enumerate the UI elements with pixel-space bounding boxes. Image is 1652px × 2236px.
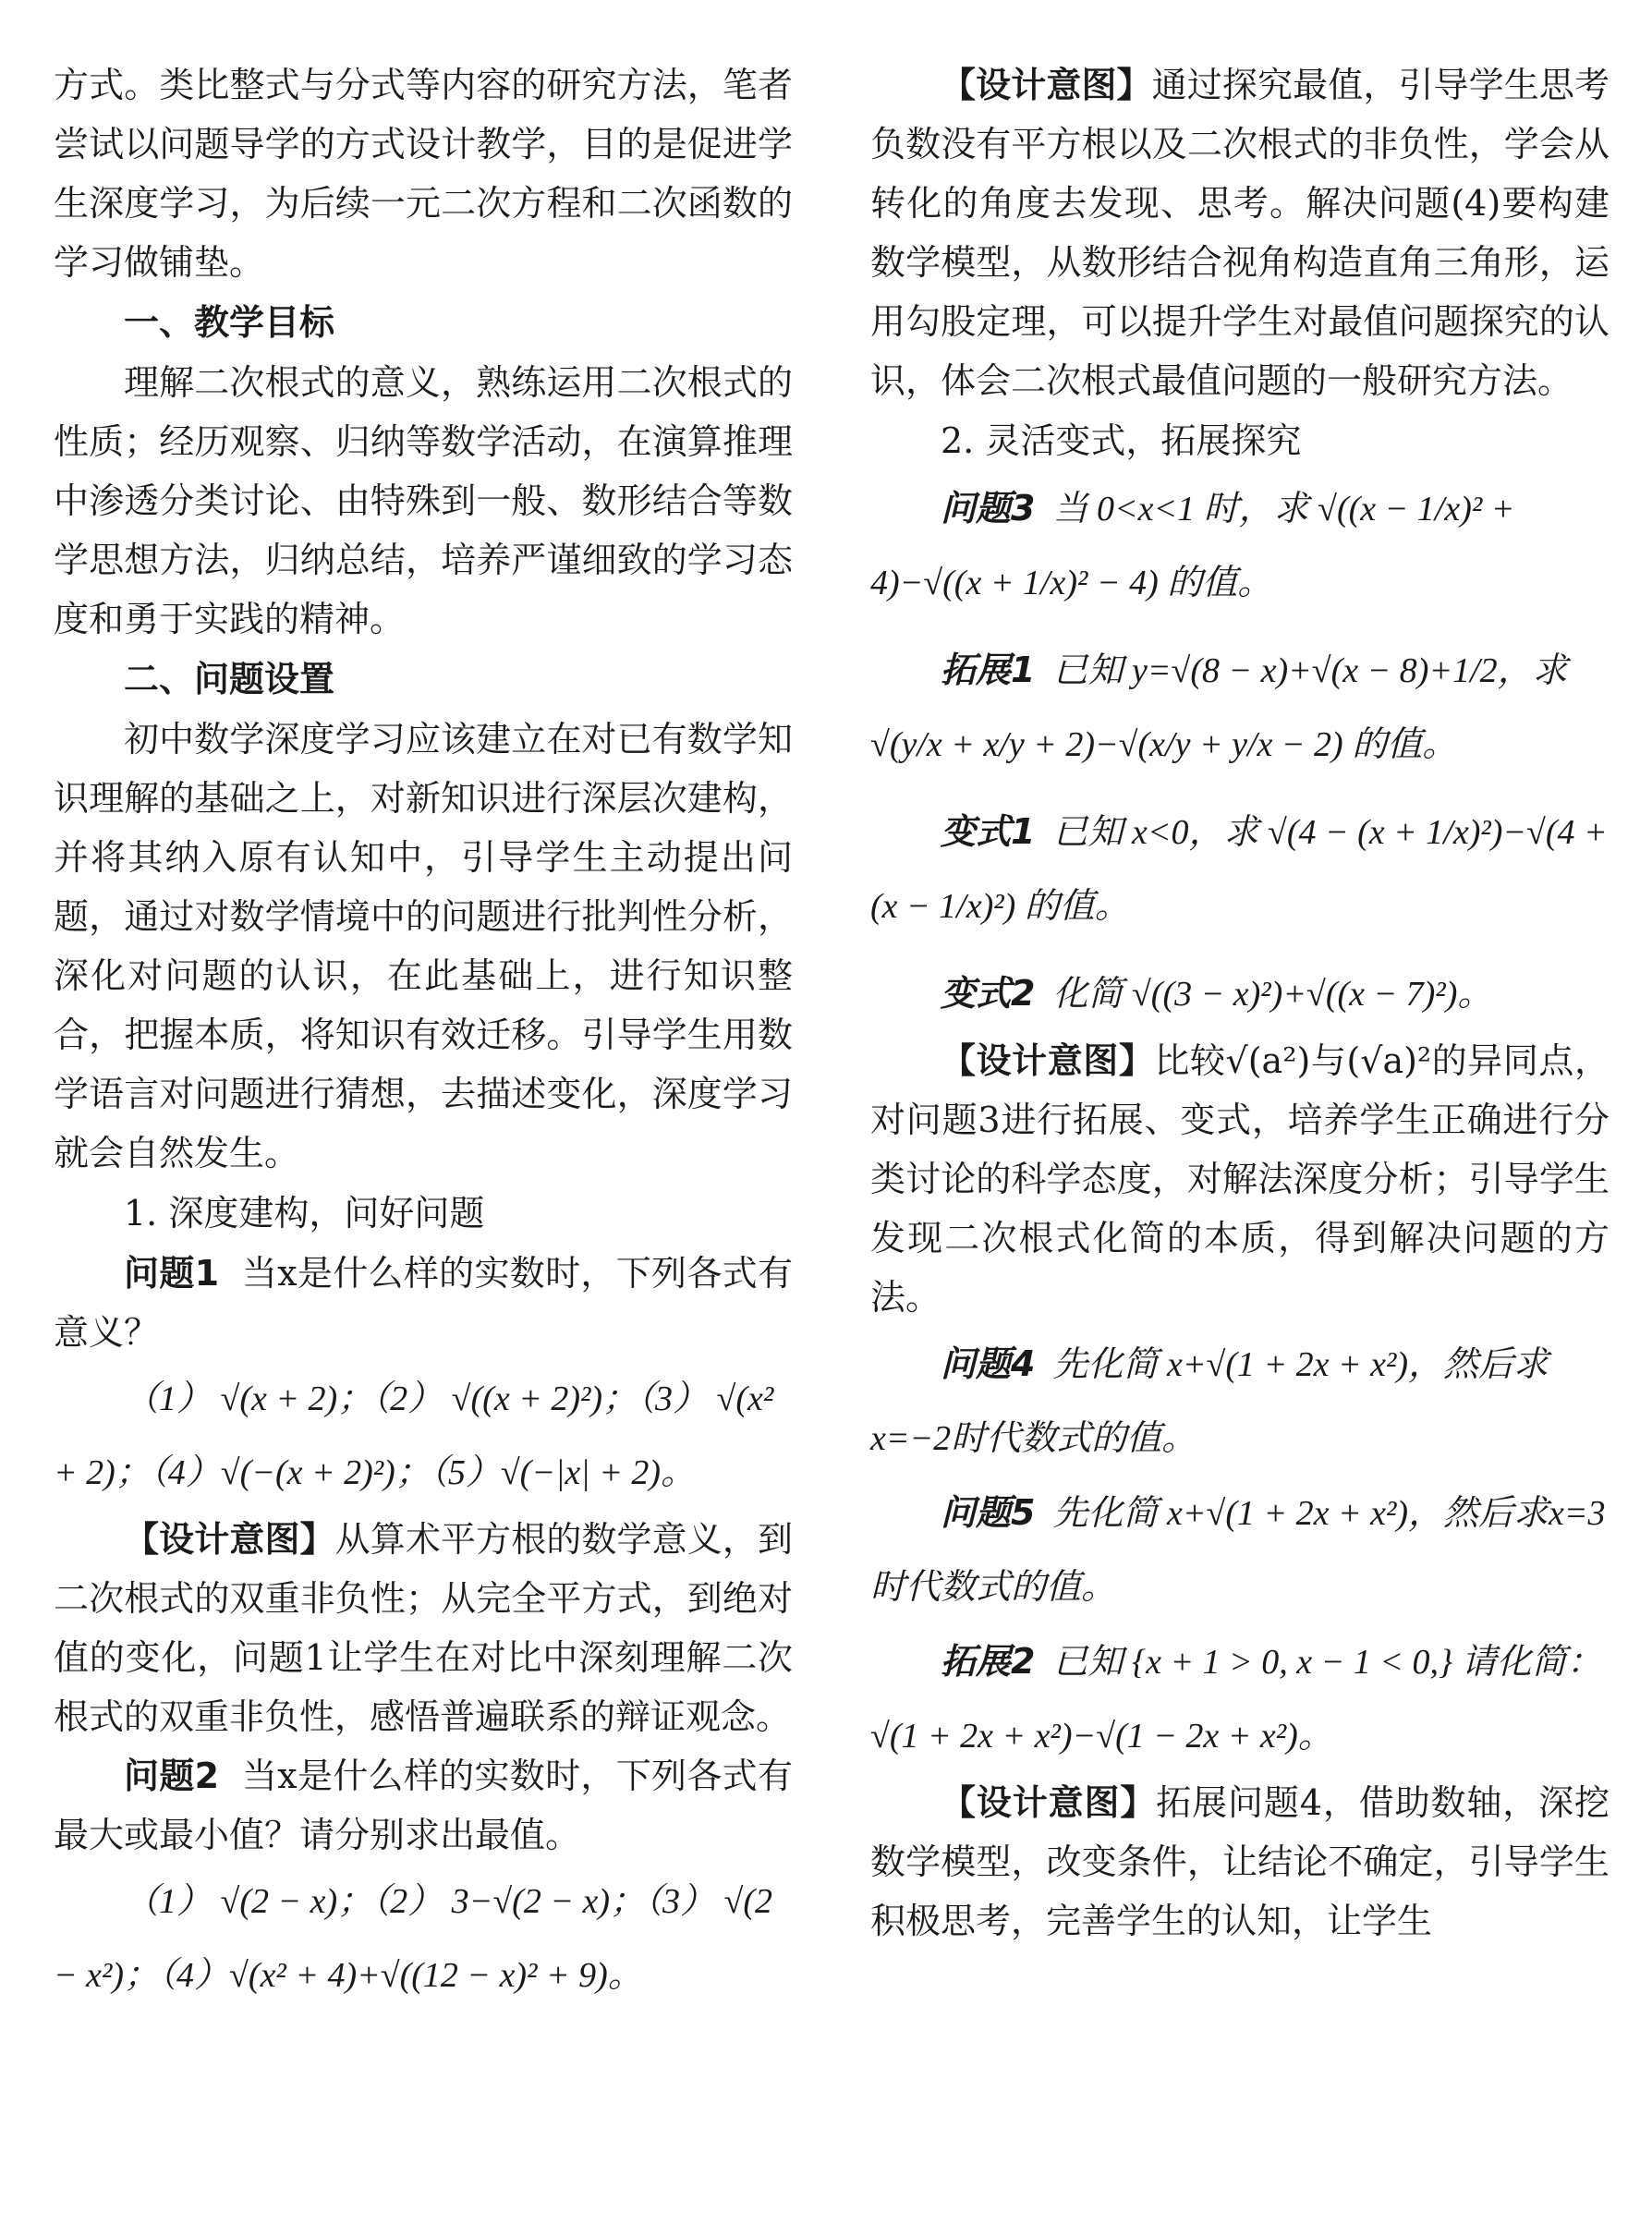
problem-label: 问题3 xyxy=(941,488,1036,529)
paragraph: 初中数学深度学习应该建立在对已有数学知识理解的基础之上，对新知识进行深层次建构，并将其纳入原有认知中，引导学生主动提出问题，通过对数学情境中的问题进行批判性分析，深化对问题的认识，在此基础上，进行知识整合，把握本质，将知识有效迁移。引导学生用数学语言对问题进行猜想，去描述变化，深度学习就会自然发生。 xyxy=(54,719,793,1173)
problem-text: 先化简 x+√(1 + 2x + x²)，然后求x=−2时代数式的值。 xyxy=(870,1345,1549,1458)
design-intent-text: 拓展问题4，借助数轴，深挖数学模型，改变条件，让结论不确定，引导学生积极思考，完善学生的认知，让学生 xyxy=(870,1782,1609,1941)
problem-statement xyxy=(870,633,1609,782)
problem-statement xyxy=(870,1327,1609,1476)
problem-label: 拓展1 xyxy=(941,650,1036,690)
design-intent xyxy=(870,55,1609,410)
math-expression: （1） √(2 − x)；（2） 3−√(2 − x)；（3） √(2 − x²)；（4）√(x² + 4)+√((12 − x)² + 9)。 xyxy=(54,1882,772,1995)
problem-statement xyxy=(870,795,1609,943)
design-intent-label: 【设计意图】 xyxy=(941,65,1152,105)
problem-text: 化简 √((3 − x)²)+√((x − 7)²)。 xyxy=(1052,975,1493,1014)
design-intent-label: 【设计意图】 xyxy=(124,1519,335,1560)
problem-label: 问题4 xyxy=(941,1343,1036,1384)
problem-text: 当 0<x<1 时，求 √((x − 1/x)² + 4)−√((x + 1/x)² − 4) 的值。 xyxy=(870,490,1515,602)
design-intent xyxy=(870,1773,1609,1950)
problem-label: 变式1 xyxy=(941,811,1036,852)
subsection-heading: 2. 灵活变式，拓展探究 xyxy=(941,420,1302,461)
design-intent-label: 【设计意图】 xyxy=(941,1040,1155,1081)
design-intent-text: 从算术平方根的数学意义，到二次根式的双重非负性；从完全平方式，到绝对值的变化，问题1让学生在对比中深刻理解二次根式的双重非负性，感悟普遍联系的辩证观念。 xyxy=(54,1519,793,1737)
design-intent xyxy=(54,1510,793,1746)
problem-label: 问题1 xyxy=(124,1253,220,1294)
problem-statement xyxy=(54,1746,793,1865)
paragraph: 理解二次根式的意义，熟练运用二次根式的性质；经历观察、归纳等数学活动，在演算推理中渗透分类讨论、由特殊到一般、数形结合等数学思想方法，归纳总结，培养严谨细致的学习态度和勇于实践的精神。 xyxy=(54,362,793,639)
problem-statement xyxy=(870,471,1609,620)
design-intent-text: 通过探究最值，引导学生思考负数没有平方根以及二次根式的非负性，学会从转化的角度去发现、思考。解决问题(4)要构建数学模型，从数形结合视角构造直角三角形，运用勾股定理，可以提升学生对最值问题探究的认识，体会二次根式最值问题的一般研究方法。 xyxy=(870,65,1609,401)
problem-statement xyxy=(54,1244,793,1362)
problem-label: 问题2 xyxy=(124,1756,220,1796)
subsection-heading: 1. 深度建构，问好问题 xyxy=(124,1193,485,1233)
section-heading: 二、问题设置 xyxy=(124,659,335,699)
section-heading: 一、教学目标 xyxy=(124,302,335,343)
math-expression: （1） √(x + 2)；（2） √((x + 2)²)；（3） √(x² + 2)；（4）√(−(x + 2)²)；（5）√(−|x| + 2)。 xyxy=(54,1379,774,1492)
paragraph: 方式。类比整式与分式等内容的研究方法，笔者尝试以问题导学的方式设计教学，目的是促进学生深度学习，为后续一元二次方程和二次函数的学习做铺垫。 xyxy=(54,65,793,283)
problem-statement xyxy=(870,1624,1609,1773)
problem-text: 当x是什么样的实数时，下列各式有最大或最小值？请分别求出最值。 xyxy=(54,1756,793,1855)
design-intent xyxy=(870,1031,1609,1327)
problem-label: 变式2 xyxy=(941,973,1036,1014)
problem-text: 已知 y=√(8 − x)+√(x − 8)+1/2，求 √(y/x + x/y + 2)−√(x/y + y/x − 2) 的值。 xyxy=(870,651,1568,764)
problem-text: 先化简 x+√(1 + 2x + x²)，然后求x=3时代数式的值。 xyxy=(870,1494,1606,1607)
problem-label: 问题5 xyxy=(941,1492,1036,1533)
design-intent-text: 比较√(a²)与(√a)²的异同点，对问题3进行拓展、变式，培养学生正确进行分类讨论的科学态度，对解法深度分析；引导学生发现二次根式化简的本质，得到解决问题的方法。 xyxy=(870,1040,1609,1318)
right-column xyxy=(870,55,1609,1950)
design-intent-label: 【设计意图】 xyxy=(941,1782,1157,1823)
problem-label: 拓展2 xyxy=(941,1641,1036,1682)
problem-statement xyxy=(870,1476,1609,1624)
problem-text: 已知 {x + 1 > 0, x − 1 < 0,} 请化简：√(1 + 2x + x²)−√(1 − 2x + x²)。 xyxy=(870,1643,1602,1756)
problem-statement xyxy=(870,956,1609,1031)
problem-text: 当x是什么样的实数时，下列各式有意义？ xyxy=(54,1253,793,1353)
problem-text: 已知 x<0，求 √(4 − (x + 1/x)²)−√(4 + (x − 1/x)²) 的值。 xyxy=(870,813,1608,926)
left-column xyxy=(54,55,793,2012)
